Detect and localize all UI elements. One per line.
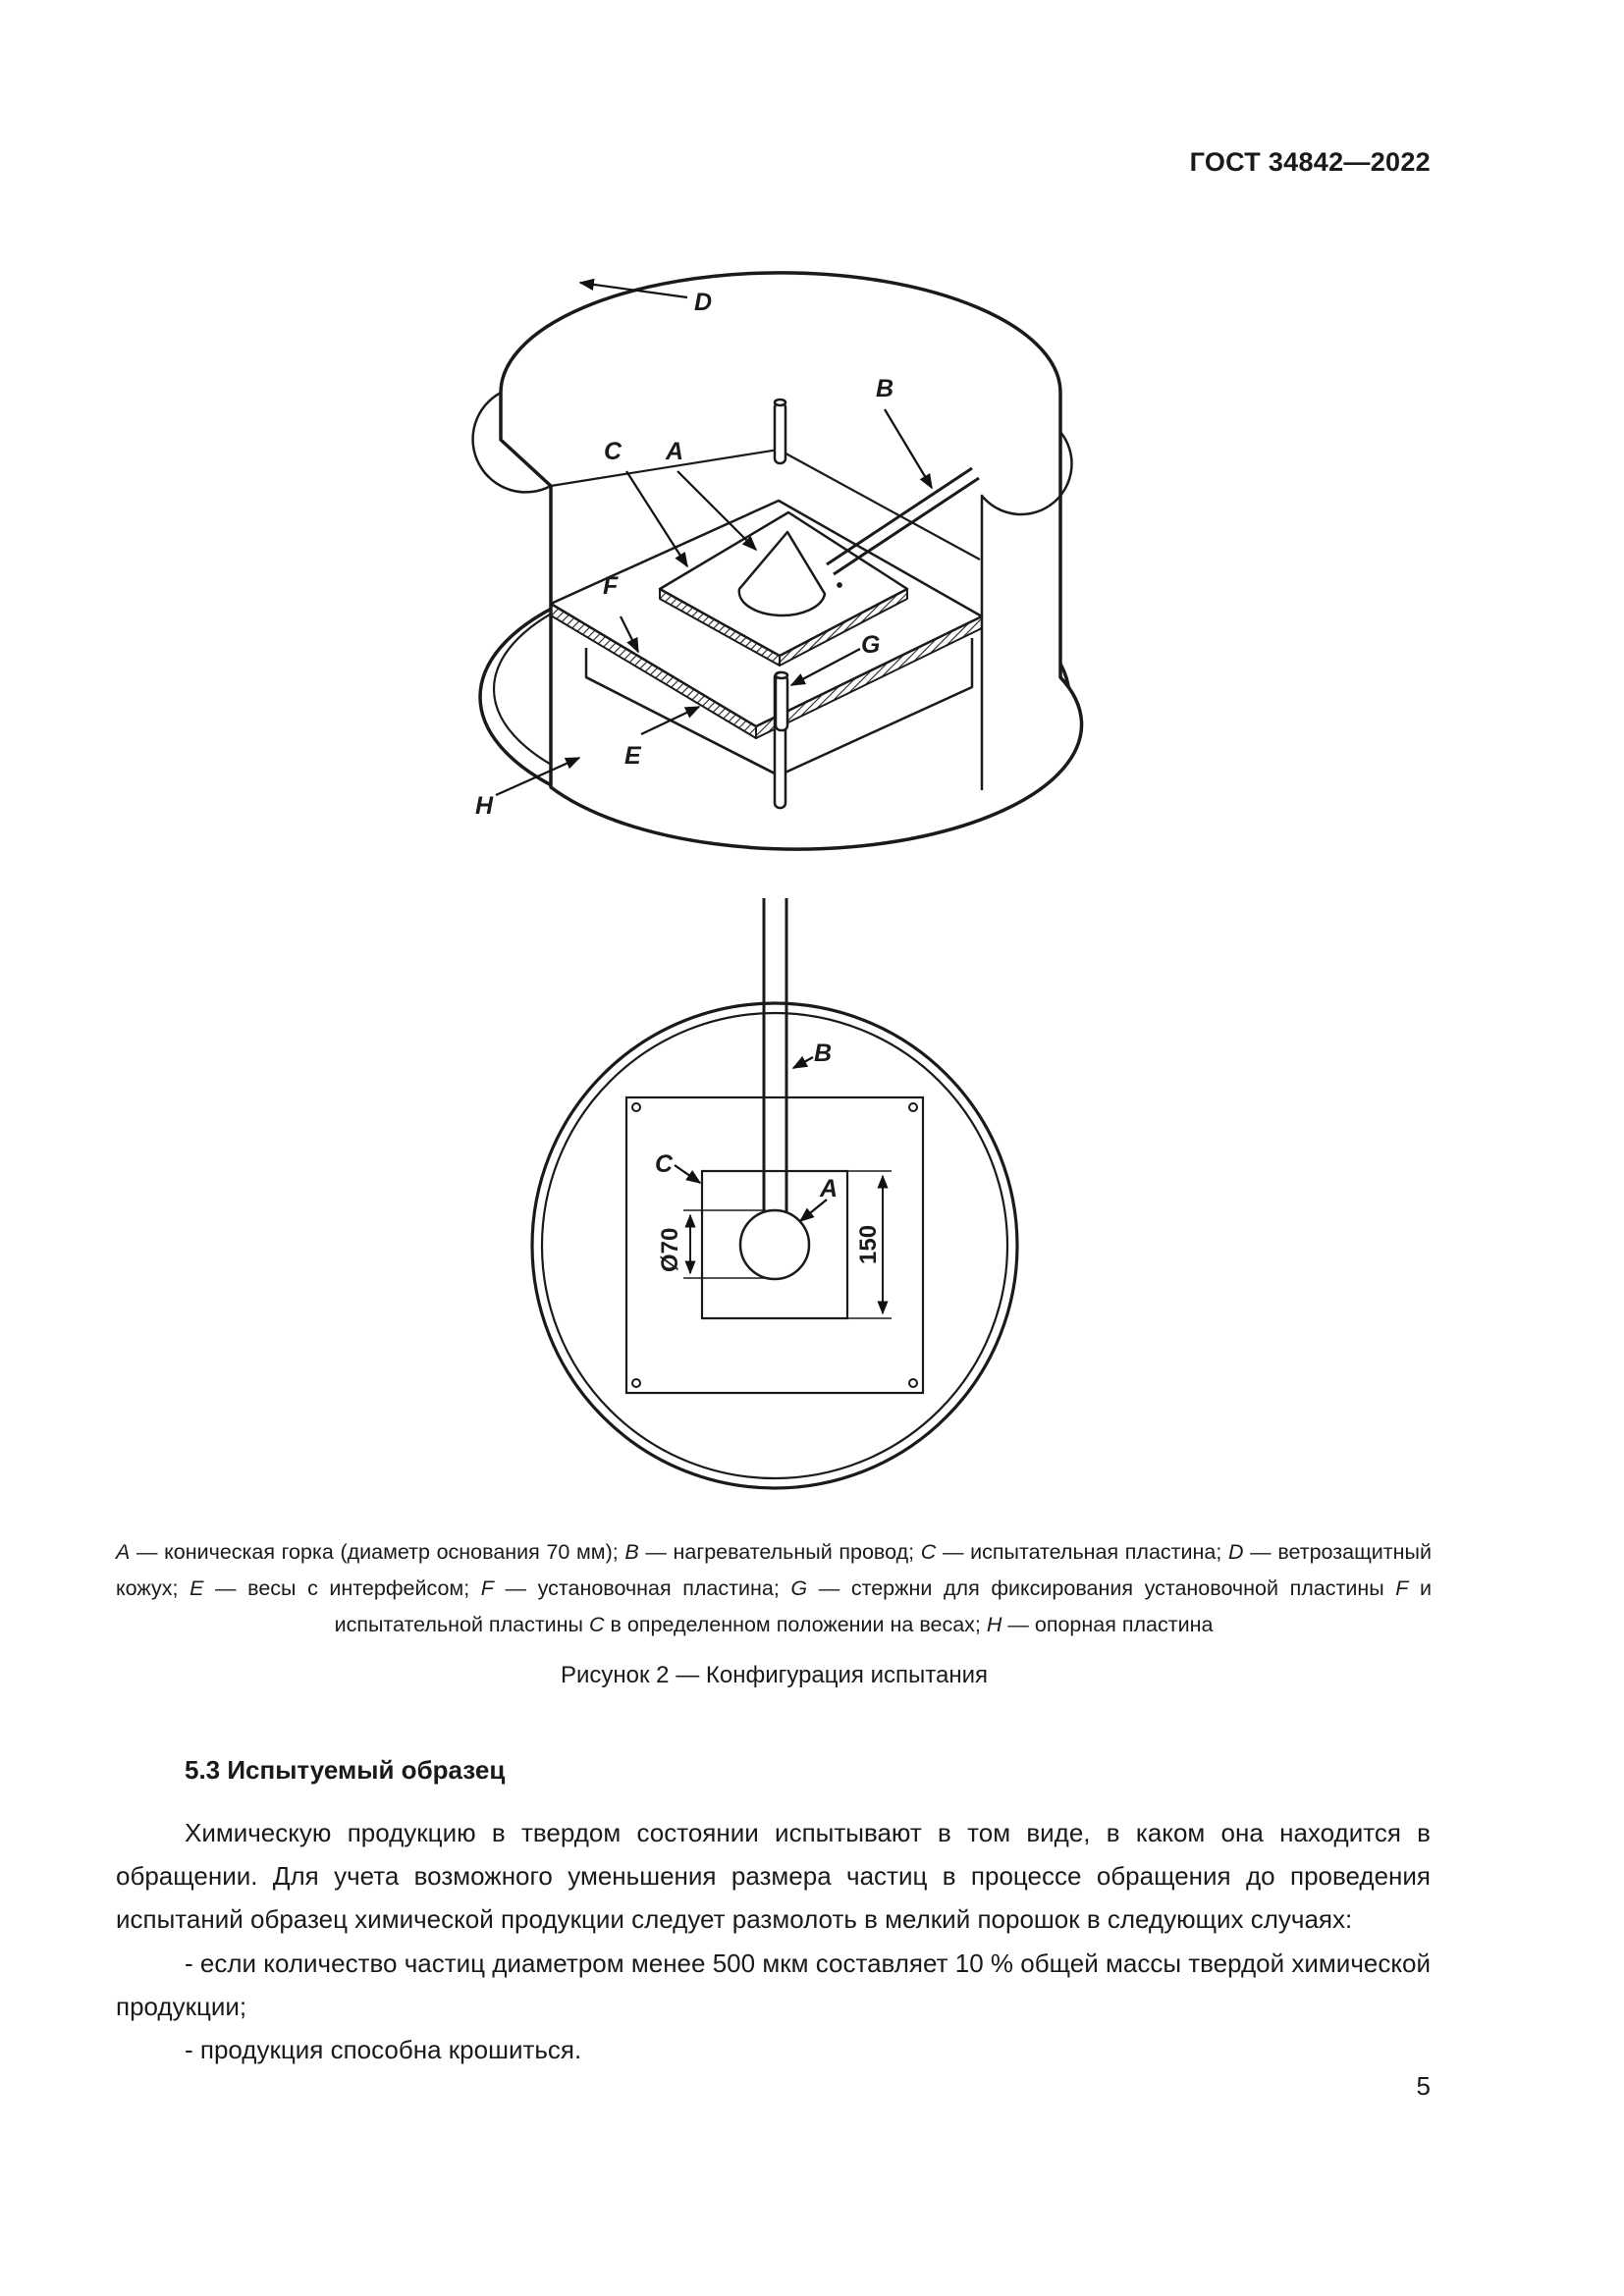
legend-text-c2: в определенном положении на весах; bbox=[604, 1613, 987, 1636]
legend-key-f2: F bbox=[1395, 1576, 1409, 1600]
bullet-item: - если количество частиц диаметром менее 500 мкм составляет 10 % общей массы твердой химической продукции; bbox=[116, 1949, 1431, 2021]
fixing-rod bbox=[775, 402, 785, 463]
legend-key-c2: C bbox=[589, 1613, 605, 1636]
legend-text-b: — нагревательный провод; bbox=[645, 1540, 921, 1564]
section-heading: 5.3 Испытуемый образец bbox=[185, 1755, 506, 1785]
legend-text-g: — стержни для фиксирования установочной пластины bbox=[818, 1576, 1396, 1600]
legend-key-e: E bbox=[189, 1576, 204, 1600]
legend-key-a: A bbox=[116, 1540, 131, 1564]
page-number: 5 bbox=[1416, 2071, 1431, 2101]
document-header: ГОСТ 34842—2022 bbox=[1189, 147, 1431, 177]
legend-key-h: H bbox=[986, 1613, 1002, 1636]
legend-key-c: C bbox=[920, 1540, 937, 1564]
label-a: A bbox=[666, 438, 684, 465]
dimension-diameter: Ø70 bbox=[657, 1227, 683, 1272]
bullet-item: - продукция способна крошиться. bbox=[185, 2035, 582, 2064]
legend-text-a: — коническая горка (диаметр основания 70 мм); bbox=[136, 1540, 625, 1564]
plan-label-b: B bbox=[814, 1040, 833, 1067]
figure-legend bbox=[116, 1534, 1432, 1643]
plan-view bbox=[532, 898, 1017, 1488]
legend-key-b: B bbox=[624, 1540, 639, 1564]
legend-text-f2: и испытательной пластины bbox=[334, 1576, 1433, 1636]
label-g: G bbox=[861, 631, 881, 659]
legend-text-c: — испытательная пластина; bbox=[942, 1540, 1228, 1564]
plan-cone-base bbox=[740, 1210, 809, 1279]
label-b: B bbox=[876, 375, 894, 402]
legend-key-g: G bbox=[790, 1576, 808, 1600]
label-f: F bbox=[603, 572, 619, 600]
legend-text-f: — установочная пластина; bbox=[505, 1576, 791, 1600]
isometric-view bbox=[473, 273, 1082, 849]
legend-key-d: D bbox=[1227, 1540, 1244, 1564]
legend-text-d: — ветрозащитный кожух; bbox=[116, 1540, 1432, 1600]
label-d: D bbox=[694, 289, 713, 316]
figure-caption: Рисунок 2 — Конфигурация испытания bbox=[561, 1662, 988, 1688]
section-paragraph: Химическую продукцию в твердом состоянии испытывают в том виде, в каком она находится в обращении. Для учета возможного уменьшения размера частиц в процессе обращения до проведения испытаний образец химической продукции следует размолоть в мелкий порошок в следующих случаях: bbox=[116, 1818, 1431, 1934]
plan-label-a: A bbox=[820, 1175, 839, 1202]
label-c: C bbox=[604, 438, 623, 465]
legend-key-f: F bbox=[480, 1576, 494, 1600]
legend-text-h: — опорная пластина bbox=[1007, 1613, 1214, 1636]
label-e: E bbox=[624, 742, 641, 770]
plan-label-c: C bbox=[655, 1150, 674, 1178]
dimension-side: 150 bbox=[855, 1224, 882, 1264]
legend-text-e: — весы с интерфейсом; bbox=[215, 1576, 481, 1600]
label-h: H bbox=[475, 792, 494, 820]
